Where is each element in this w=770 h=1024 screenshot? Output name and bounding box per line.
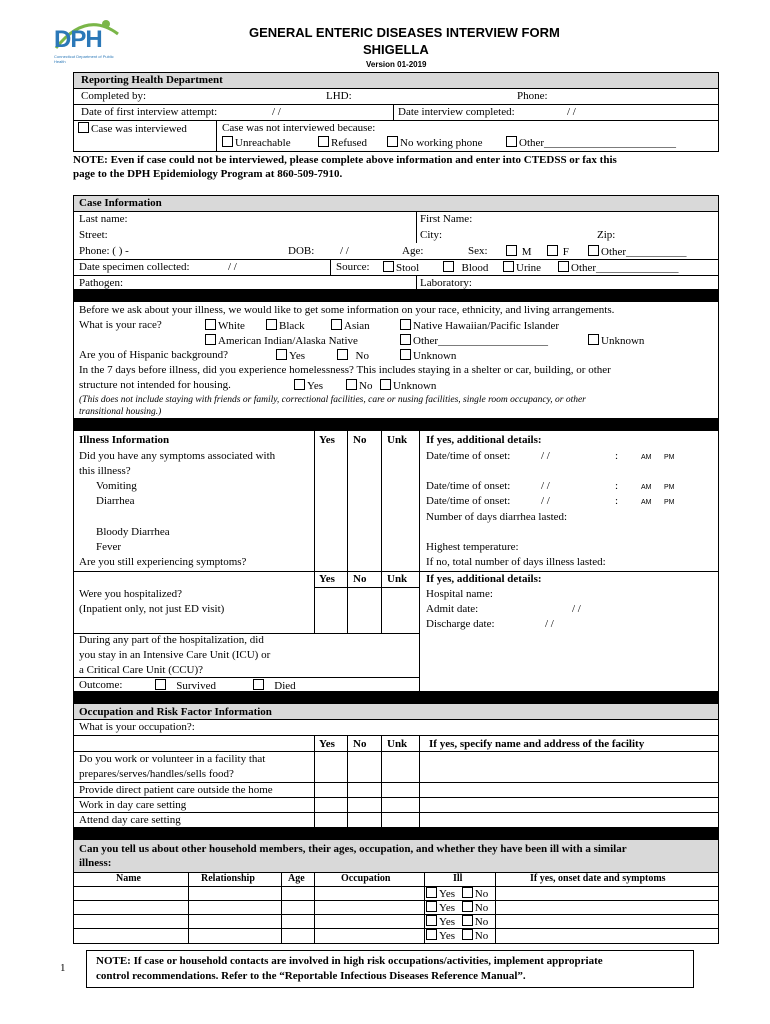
sex-label: Sex: [468, 245, 488, 257]
lhd-label: LHD: [326, 90, 352, 102]
race-aian-option[interactable]: American Indian/Alaska Native [205, 334, 358, 347]
completed-by-label: Completed by: [81, 90, 147, 102]
col-age-header: Age [288, 873, 305, 884]
homeless-yes-checkbox[interactable] [294, 379, 305, 390]
last-name-label: Last name: [79, 213, 128, 225]
col-ill-header: Ill [453, 873, 463, 884]
asian-checkbox[interactable] [331, 319, 342, 330]
hispanic-yes-checkbox[interactable] [276, 349, 287, 360]
died-checkbox[interactable] [253, 679, 264, 690]
dob-label: DOB: [288, 245, 315, 257]
source-urine-option[interactable]: Urine [503, 261, 541, 274]
nhpi-checkbox[interactable] [400, 319, 411, 330]
unreachable-checkbox[interactable] [222, 136, 233, 147]
date-completed-label: Date interview completed: [398, 106, 515, 118]
vomiting-onset-date[interactable]: / / [541, 480, 550, 492]
homeless-question-1: In the 7 days before illness, did you experience homelessness? This includes staying in a shelter or car, building, or other [79, 364, 611, 376]
note-line-2: page to the DPH Epidemiology Program at 860-509-7910. [73, 168, 343, 180]
col-unk-header: Unk [387, 434, 408, 446]
details-header: If yes, additional details: [426, 434, 542, 446]
source-label: Source: [336, 261, 370, 273]
symptoms-question-1: Did you have any symptoms associated with [79, 450, 276, 462]
diarrhea-am[interactable]: AM [641, 499, 652, 506]
days-diarrhea-label: Number of days diarrhea lasted: [426, 511, 568, 523]
aian-checkbox[interactable] [205, 334, 216, 345]
ill-no-checkbox[interactable] [462, 915, 473, 926]
homeless-yes-option[interactable]: Yes [294, 379, 323, 392]
sex-f-checkbox[interactable] [547, 245, 558, 256]
admit-date-label: Admit date: [426, 603, 479, 615]
page-number: 1 [60, 962, 66, 974]
col-unk-header-2: Unk [387, 573, 408, 585]
col-occupation-header: Occupation [341, 873, 391, 884]
diarrhea-colon: : [615, 495, 619, 507]
homeless-unknown-checkbox[interactable] [380, 379, 391, 390]
street-label: Street: [79, 229, 108, 241]
col-yes-header-2: Yes [319, 573, 335, 585]
reason-other-checkbox[interactable] [506, 136, 517, 147]
no-phone-checkbox[interactable] [387, 136, 398, 147]
col-no-header-2: No [353, 573, 367, 585]
onset-pm[interactable]: PM [664, 454, 675, 461]
white-checkbox[interactable] [205, 319, 216, 330]
col-name-header: Name [116, 873, 141, 884]
source-stool-option[interactable]: Stool [383, 261, 419, 274]
food-question-1: Do you work or volunteer in a facility that [79, 753, 266, 765]
phone-label: Phone: [517, 90, 548, 102]
race-asian-option[interactable]: Asian [331, 319, 370, 332]
specimen-date-label: Date specimen collected: [79, 261, 190, 273]
reporting-heading: Reporting Health Department [81, 74, 223, 86]
occ-col-no: No [353, 738, 367, 750]
race-white-option[interactable]: White [205, 319, 245, 332]
age-label: Age: [402, 245, 424, 257]
col-onset-header: If yes, onset date and symptoms [530, 873, 666, 884]
ill-yes-checkbox[interactable] [426, 901, 437, 912]
ill-yes-checkbox[interactable] [426, 887, 437, 898]
section-divider-bar [73, 692, 719, 704]
form-version: Version 01-2019 [366, 60, 427, 69]
pathogen-label: Pathogen: [79, 277, 123, 289]
case-info-header-band [74, 196, 718, 211]
household-row-2-ill[interactable]: Yes No [426, 901, 488, 914]
race-unknown-option[interactable]: Unknown [588, 334, 644, 347]
sex-other-option[interactable]: Other___________ [588, 245, 687, 258]
total-days-label: If no, total number of days illness lasted: [426, 556, 606, 568]
no-phone-option[interactable]: No working phone [387, 136, 483, 149]
race-unknown-checkbox[interactable] [588, 334, 599, 345]
form-subtitle: SHIGELLA [363, 42, 429, 57]
footer-note-2: control recommendations. Refer to the “Reportable Infectious Diseases Reference Manual”. [96, 970, 526, 982]
ill-no-checkbox[interactable] [462, 887, 473, 898]
race-black-option[interactable]: Black [266, 319, 305, 332]
sex-other-checkbox[interactable] [588, 245, 599, 256]
col-relationship-header: Relationship [201, 873, 255, 884]
section-divider-bar [73, 419, 719, 431]
unreachable-option[interactable]: Unreachable [222, 136, 291, 149]
col-yes-header: Yes [319, 434, 335, 446]
refused-option[interactable]: Refused [318, 136, 367, 149]
race-other-option[interactable]: Other____________________ [400, 334, 548, 347]
diarrhea-pm[interactable]: PM [664, 499, 675, 506]
first-attempt-label: Date of first interview attempt: [81, 106, 218, 118]
city-label: City: [420, 229, 443, 241]
household-question-2: illness: [79, 857, 112, 869]
col-no-header: No [353, 434, 367, 446]
household-row-3-ill[interactable]: Yes No [426, 915, 488, 928]
icu-question-1: During any part of the hospitalization, did [79, 634, 264, 646]
occupation-question: What is your occupation?: [79, 721, 195, 733]
discharge-date-label: Discharge date: [426, 618, 495, 630]
case-info-heading: Case Information [79, 197, 162, 209]
household-row-4-ill[interactable]: Yes No [426, 929, 488, 942]
race-nhpi-option[interactable]: Native Hawaiian/Pacific Islander [400, 319, 559, 332]
bloody-diarrhea-label: Bloody Diarrhea [96, 526, 170, 538]
ill-no-checkbox[interactable] [462, 901, 473, 912]
ill-yes-checkbox[interactable] [426, 915, 437, 926]
section-divider-bar [73, 290, 719, 302]
daycare-attend-question: Attend day care setting [79, 814, 181, 826]
footer-note-1: NOTE: If case or household contacts are involved in high risk occupations/activities, implement appropriate [96, 955, 603, 967]
form-title: GENERAL ENTERIC DISEASES INTERVIEW FORM [249, 25, 560, 40]
sex-m-checkbox[interactable] [506, 245, 517, 256]
outcome-died-option[interactable]: Died [253, 679, 296, 692]
homeless-note-1: (This does not include staying with friends or family, correctional facilities, care or nusing facilities, single room occupancy, or other [79, 395, 586, 405]
discharge-date-value[interactable]: / / [545, 618, 554, 630]
household-question-1: Can you tell us about other household members, their ages, occupation, and whether they have been ill with a similar [79, 843, 627, 855]
note-line-1: NOTE: Even if case could not be interviewed, please complete above information and enter into CTEDSS or fax this [73, 154, 617, 166]
ill-yes-checkbox[interactable] [426, 929, 437, 940]
occupation-heading: Occupation and Risk Factor Information [79, 706, 272, 718]
symptoms-question-2: this illness? [79, 465, 131, 477]
icu-question-3: a Critical Care Unit (CCU)? [79, 664, 204, 676]
outcome-label: Outcome: [79, 679, 123, 691]
specimen-date-value[interactable]: / / [228, 261, 237, 273]
hispanic-unknown-option[interactable]: Unknown [400, 349, 456, 362]
source-other-option[interactable]: Other_______________ [558, 261, 679, 274]
vomiting-label: Vomiting [96, 480, 137, 492]
details-header-2: If yes, additional details: [426, 573, 542, 585]
section-divider-bar [73, 828, 719, 840]
onset-label: Date/time of onset: [426, 450, 511, 462]
date-completed-value[interactable]: / / [567, 106, 576, 118]
blood-checkbox[interactable] [443, 261, 454, 272]
source-blood-option[interactable]: Blood [443, 261, 488, 274]
reason-other-option[interactable]: Other________________________ [506, 136, 676, 149]
logo-text: DPH [54, 26, 102, 53]
diarrhea-label: Diarrhea [96, 495, 135, 507]
household-row-1-ill[interactable]: Yes No [426, 887, 488, 900]
zip-label: Zip: [597, 229, 616, 241]
source-other-checkbox[interactable] [558, 261, 569, 272]
outcome-survived-option[interactable]: Survived [155, 679, 216, 692]
homeless-note-2: transitional housing.) [79, 407, 162, 417]
race-question: What is your race? [79, 319, 162, 331]
hispanic-unknown-checkbox[interactable] [400, 349, 411, 360]
patient-care-question: Provide direct patient care outside the home [79, 784, 273, 796]
facility-header: If yes, specify name and address of the facility [429, 738, 645, 750]
first-attempt-date[interactable]: / / [272, 106, 281, 118]
homeless-no-option[interactable]: No [346, 379, 372, 392]
occ-col-unk: Unk [387, 738, 408, 750]
food-question-2: prepares/serves/handles/sells food? [79, 768, 234, 780]
hispanic-no-option[interactable]: No [337, 349, 369, 362]
occ-col-yes: Yes [319, 738, 335, 750]
case-interviewed-checkbox[interactable] [78, 122, 89, 133]
admit-date-value[interactable]: / / [572, 603, 581, 615]
black-checkbox[interactable] [266, 319, 277, 330]
daycare-work-question: Work in day care setting [79, 799, 187, 811]
urine-checkbox[interactable] [503, 261, 514, 272]
onset-colon: : [615, 450, 619, 462]
hispanic-question: Are you of Hispanic background? [79, 349, 229, 361]
vomiting-onset-label: Date/time of onset: [426, 480, 511, 492]
highest-temp-label: Highest temperature: [426, 541, 519, 553]
sex-m-option[interactable]: M [506, 245, 532, 258]
diarrhea-onset-label: Date/time of onset: [426, 495, 511, 507]
hospitalized-question-2: (Inpatient only, not just ED visit) [79, 603, 225, 615]
ill-no-checkbox[interactable] [462, 929, 473, 940]
vomiting-am[interactable]: AM [641, 484, 652, 491]
fever-label: Fever [96, 541, 122, 553]
hispanic-yes-option[interactable]: Yes [276, 349, 305, 362]
illness-heading: Illness Information [79, 434, 170, 446]
vomiting-colon: : [615, 480, 619, 492]
onset-date[interactable]: / / [541, 450, 550, 462]
race-other-checkbox[interactable] [400, 334, 411, 345]
homeless-question-2: structure not intended for housing. [79, 379, 231, 391]
dob-value[interactable]: / / [340, 245, 349, 257]
hospital-name-label: Hospital name: [426, 588, 493, 600]
homeless-unknown-option[interactable]: Unknown [380, 379, 436, 392]
homeless-no-checkbox[interactable] [346, 379, 357, 390]
first-name-label: First Name: [420, 213, 473, 225]
logo-subtext: Connecticut Department of Public Health [54, 54, 114, 64]
case-interviewed-option[interactable]: Case was interviewed [78, 122, 187, 135]
survived-checkbox[interactable] [155, 679, 166, 690]
refused-checkbox[interactable] [318, 136, 329, 147]
still-symptoms-question: Are you still experiencing symptoms? [79, 556, 247, 568]
dph-logo [50, 14, 122, 66]
laboratory-label: Laboratory: [420, 277, 472, 289]
not-interviewed-label: Case was not interviewed because: [222, 122, 376, 134]
hispanic-no-checkbox[interactable] [337, 349, 348, 360]
onset-am[interactable]: AM [641, 454, 652, 461]
diarrhea-onset-date[interactable]: / / [541, 495, 550, 507]
vomiting-pm[interactable]: PM [664, 484, 675, 491]
stool-checkbox[interactable] [383, 261, 394, 272]
sex-f-option[interactable]: F [547, 245, 569, 258]
icu-question-2: you stay in an Intensive Care Unit (ICU) or [79, 649, 271, 661]
demographics-intro: Before we ask about your illness, we would like to get some information on your race, ethnicity, and living arrangements. [79, 304, 615, 316]
phone-field-label: Phone: ( ) - [79, 245, 129, 257]
hospitalized-question-1: Were you hospitalized? [79, 588, 182, 600]
